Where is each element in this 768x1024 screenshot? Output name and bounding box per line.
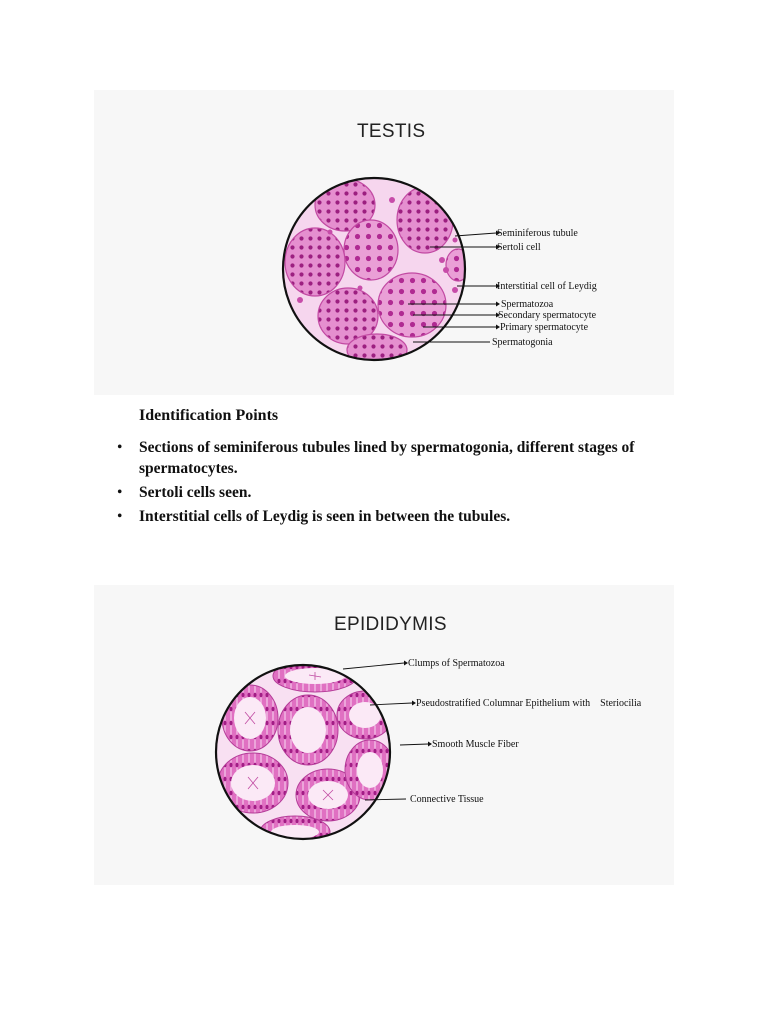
label-primary-spermatocyte: Primary spermatocyte bbox=[500, 322, 589, 333]
label-seminiferous-tubule: Seminiferous tubule bbox=[497, 228, 578, 239]
label-spermatozoa: Spermatozoa bbox=[501, 299, 554, 310]
label-spermatogonia: Spermatogonia bbox=[492, 337, 553, 348]
label-pseudostratified-epithelium: Pseudostratified Columnar Epithelium with Steriocilia bbox=[416, 698, 642, 709]
label-connective-tissue: Connective Tissue bbox=[410, 794, 484, 805]
list-item: • Sections of seminiferous tubules lined by spermatogonia, different stages of spermatocytes. bbox=[117, 437, 677, 479]
list-item: • Sertoli cells seen. bbox=[117, 482, 677, 503]
list-item: • Interstitial cells of Leydig is seen in between the tubules. bbox=[117, 506, 677, 527]
label-clumps-of-spermatozoa: Clumps of Spermatozoa bbox=[408, 658, 505, 669]
testis-title: TESTIS bbox=[357, 121, 426, 142]
label-secondary-spermatocyte: Secondary spermatocyte bbox=[498, 310, 597, 321]
identification-list bbox=[117, 437, 677, 530]
epididymis-title: EPIDIDYMIS bbox=[334, 614, 447, 635]
label-leydig-cell: Interstitial cell of Leydig bbox=[497, 281, 597, 292]
testis-histology-image bbox=[283, 178, 470, 366]
label-sertoli-cell: Sertoli cell bbox=[497, 242, 541, 253]
label-smooth-muscle-fiber: Smooth Muscle Fiber bbox=[432, 739, 519, 750]
identification-heading: Identification Points bbox=[139, 407, 279, 424]
